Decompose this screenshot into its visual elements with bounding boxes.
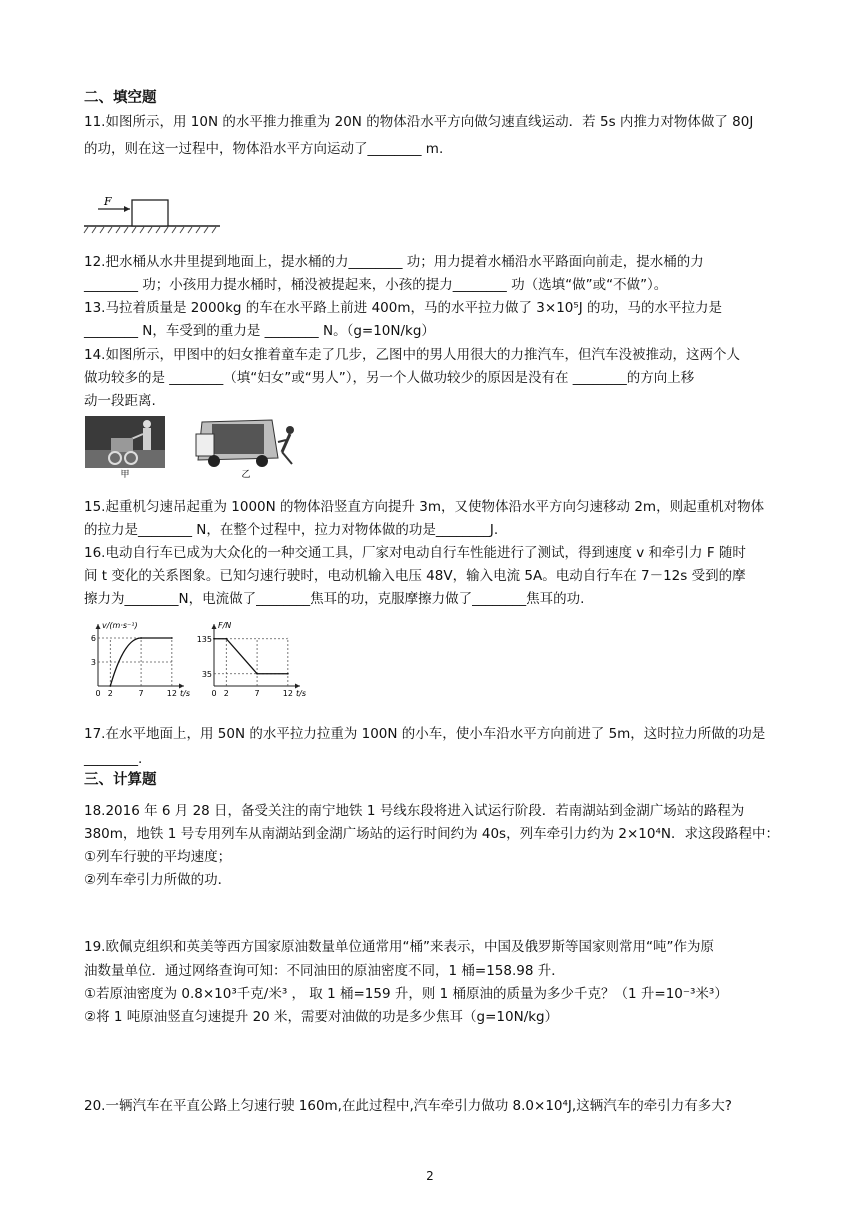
section-title-fill-in: 二、填空题: [84, 90, 157, 106]
q16-line1: 16.电动自行车已成为大众化的一种交通工具，厂家对电动自行车性能进行了测试，得到速度 v 和牵引力 F 随时: [84, 545, 746, 561]
q14-line1: 14.如图所示，甲图中的妇女推着童车走了几步，乙图中的男人用很大的力推汽车，但汽车没被推动，这两个人: [84, 347, 740, 363]
x-tick-label: 0: [211, 689, 217, 698]
q18-line4: ②列车牵引力所做的功．: [84, 872, 232, 888]
q19-line1: 19.欧佩克组织和英美等西方国家原油数量单位通常用“桶”来表示，中国及俄罗斯等国家则常用“吨”作为原: [84, 939, 714, 955]
q15-line1: 15.起重机匀速吊起重为 1000N 的物体沿竖直方向提升 3m，又使物体沿水平方向匀速移动 2m，则起重机对物体: [84, 499, 765, 515]
y-tick-label: 35: [201, 669, 212, 679]
x-tick-label: 2: [223, 689, 229, 698]
y-axis-label: v/(m·s⁻¹): [102, 621, 138, 630]
q19-line2: 油数量单位．通过网络查询可知：不同油田的原油密度不同，1 桶=158.98 升．: [84, 963, 565, 979]
y-axis-arrow: [212, 624, 217, 629]
section-title-calculation: 三、计算题: [84, 772, 157, 788]
q16-line2: 间 t 变化的关系图象。已知匀速行驶时，电动机输入电压 48V，输入电流 5A。电动自行车在 7－12s 受到的摩: [84, 568, 746, 584]
x-tick-label: 7: [138, 689, 144, 698]
chart-velocity: [84, 620, 194, 698]
data-point: [225, 638, 227, 640]
q14-line2: 做功较多的是 ________（填“妇女”或“男人”），另一个人做功较少的原因是没有在 ________的方向上移: [84, 370, 695, 386]
q17-line2: ________.: [84, 751, 143, 767]
page-number: 2: [426, 1169, 434, 1183]
q11-line1: 11.如图所示，用 10N 的水平推力推重为 20N 的物体沿水平方向做匀速直线运动．若 5s 内推力对物体做了 80J: [84, 114, 754, 130]
chart-force: [196, 620, 310, 698]
x-axis-arrow: [179, 684, 184, 689]
data-point: [213, 638, 215, 640]
y-tick-label: 3: [90, 658, 96, 667]
series-line: [214, 639, 288, 674]
q14-photo-man: [182, 416, 310, 478]
x-axis-arrow: [295, 684, 300, 689]
data-point: [171, 637, 173, 639]
x-axis-label: t/s: [180, 689, 190, 698]
x-tick-label: 12: [282, 689, 293, 698]
x-tick-label: 7: [254, 689, 260, 698]
x-tick-label: 12: [166, 689, 177, 698]
q14-photo-woman: [85, 416, 165, 478]
data-point: [109, 685, 111, 687]
x-axis-label: t/s: [296, 689, 306, 698]
caption-yi: 乙: [241, 470, 251, 480]
x-tick-label: 2: [107, 689, 113, 698]
q18-line1: 18.2016 年 6 月 28 日，备受关注的南宁地铁 1 号线东段将进入试运行阶段．若南湖站到金湖广场站的路程为: [84, 803, 745, 819]
data-point: [140, 637, 142, 639]
q19-line4: ②将 1 吨原油竖直匀速提升 20 米，需要对油做的功是多少焦耳（g=10N/kg）: [84, 1009, 559, 1025]
data-point: [287, 673, 289, 675]
y-tick-label: 6: [90, 634, 96, 643]
caption-jia: 甲: [120, 470, 130, 480]
y-axis-label: F/N: [218, 621, 232, 630]
q18-line3: ①列车行驶的平均速度；: [84, 849, 232, 865]
force-label: F: [104, 195, 112, 208]
q19-line3: ①若原油密度为 0.8×10³千克/米³ ， 取 1 桶=159 升，则 1 桶原油的质量为多少千克？（1 升=10⁻³米³）: [84, 986, 728, 1002]
q17-line1: 17.在水平地面上，用 50N 的水平拉力拉重为 100N 的小车，使小车沿水平方向前进了 5m，这时拉力所做的功是: [84, 726, 766, 742]
q11-line2: 的功，则在这一过程中，物体沿水平方向运动了________ m.: [84, 141, 444, 157]
q13-line1: 13.马拉着质量是 2000kg 的车在水平路上前进 400m，马的水平拉力做了 3×10⁵J 的功，马的水平拉力是: [84, 300, 723, 316]
q12-line2: ________ 功；小孩用力提水桶时，桶没被提起来，小孩的提力________ 功（选填“做”或“不做”）。: [84, 277, 668, 293]
q20-line1: 20.一辆汽车在平直公路上匀速行驶 160m,在此过程中,汽车牵引力做功 8.0×10⁴J,这辆汽车的牵引力有多大?: [84, 1098, 732, 1114]
y-axis-arrow: [96, 624, 101, 629]
q12-line1: 12.把水桶从水井里提到地面上，提水桶的力________ 功；用力提着水桶沿水平路面向前走，提水桶的力: [84, 254, 704, 270]
y-tick-label: 135: [196, 634, 212, 644]
q15-line2: 的拉力是________ N，在整个过程中，拉力对物体做的功是________J.: [84, 522, 499, 538]
q14-line3: 动一段距离.: [84, 393, 156, 409]
data-point: [256, 673, 258, 675]
x-tick-label: 0: [95, 689, 101, 698]
q16-line3: 擦力为________N，电流做了________焦耳的功，克服摩擦力做了________焦耳的功.: [84, 591, 585, 607]
q13-line2: ________ N，车受到的重力是 ________ N。（g=10N/kg）: [84, 323, 435, 339]
q18-line2: 380m，地铁 1 号专用列车从南湖站到金湖广场站的运行时间约为 40s，列车牵引力约为 2×10⁴N．求这段路程中：: [84, 826, 779, 842]
q11-figure: [84, 192, 224, 236]
